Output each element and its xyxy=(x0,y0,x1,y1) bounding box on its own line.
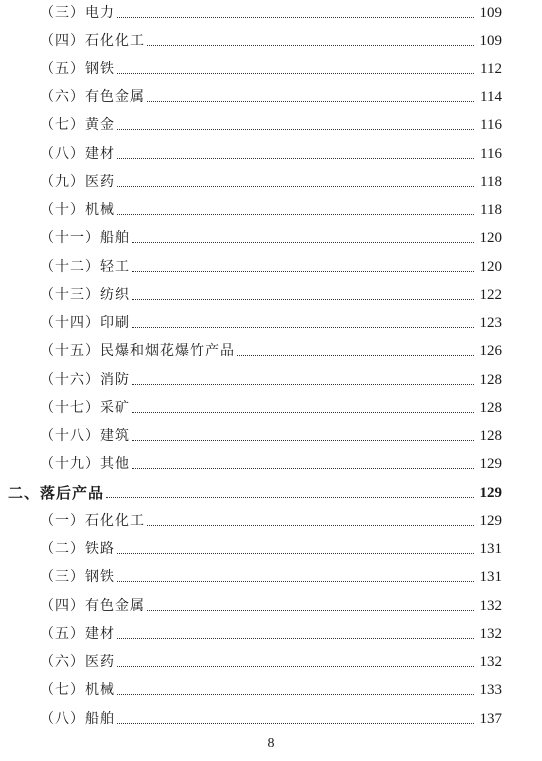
dot-leader xyxy=(117,214,474,215)
toc-entry-label: （十三）纺织 xyxy=(40,287,130,303)
toc-entry-railway[interactable] xyxy=(40,536,502,558)
dot-leader xyxy=(117,638,474,639)
toc-entry-label: （四）有色金属 xyxy=(40,598,145,614)
toc-entry-page: 131 xyxy=(479,541,502,557)
dot-leader xyxy=(106,497,474,498)
toc-entry-page: 120 xyxy=(479,259,502,275)
toc-entry-label: （三）钢铁 xyxy=(40,569,115,585)
toc-entry-machinery[interactable] xyxy=(40,197,502,219)
dot-leader xyxy=(117,666,474,667)
toc-entry-page: 131 xyxy=(479,569,502,585)
dot-leader xyxy=(117,17,474,18)
dot-leader xyxy=(132,299,474,300)
toc-entry-steel[interactable] xyxy=(40,56,502,78)
toc-entry-label: （十）机械 xyxy=(40,202,115,218)
toc-entry-steel-2[interactable] xyxy=(40,564,502,586)
dot-leader xyxy=(132,440,474,441)
toc-entry-page: 126 xyxy=(479,343,502,359)
dot-leader xyxy=(147,45,474,46)
toc-entry-page: 122 xyxy=(479,287,502,303)
toc-entry-mining[interactable] xyxy=(40,395,502,417)
toc-entry-label: （四）石化化工 xyxy=(40,33,145,49)
dot-leader xyxy=(117,129,474,130)
dot-leader xyxy=(117,581,474,582)
dot-leader xyxy=(117,723,474,724)
toc-entry-label: （八）船舶 xyxy=(40,711,115,727)
dot-leader xyxy=(132,242,474,243)
dot-leader xyxy=(117,158,474,159)
toc-entry-building-materials[interactable] xyxy=(40,141,502,163)
toc-entry-label: （六）医药 xyxy=(40,654,115,670)
toc-entry-label: （九）医药 xyxy=(40,174,115,190)
toc-entry-page: 133 xyxy=(479,682,502,698)
toc-entry-label: （三）电力 xyxy=(40,5,115,21)
toc-entry-electric-power[interactable] xyxy=(40,0,502,22)
toc-section-outdated-products[interactable] xyxy=(8,480,502,502)
toc-entry-page: 132 xyxy=(479,626,502,642)
dot-leader xyxy=(117,186,474,187)
toc-entry-shipbuilding[interactable] xyxy=(40,225,502,247)
toc-entry-other[interactable] xyxy=(40,451,502,473)
toc-entry-medicine[interactable] xyxy=(40,169,502,191)
toc-entry-label: （一）石化化工 xyxy=(40,513,145,529)
toc-entry-label: （十七）采矿 xyxy=(40,400,130,416)
toc-entry-shipbuilding-2[interactable] xyxy=(40,706,502,728)
toc-entry-page: 116 xyxy=(480,117,502,133)
toc-entry-nonferrous-metals[interactable] xyxy=(40,84,502,106)
toc-entry-page: 109 xyxy=(479,33,502,49)
dot-leader xyxy=(117,73,474,74)
toc-entry-label: （二）铁路 xyxy=(40,541,115,557)
toc-entry-label: （十四）印刷 xyxy=(40,315,130,331)
dot-leader xyxy=(117,553,474,554)
toc-entry-page: 129 xyxy=(479,456,502,472)
toc-entry-page: 118 xyxy=(480,174,502,190)
toc-entry-label: （十八）建筑 xyxy=(40,428,130,444)
dot-leader xyxy=(147,525,474,526)
toc-entry-page: 112 xyxy=(480,61,502,77)
toc-entry-label: （五）钢铁 xyxy=(40,61,115,77)
toc-entry-building-materials-2[interactable] xyxy=(40,621,502,643)
dot-leader xyxy=(132,468,474,469)
toc-entry-construction[interactable] xyxy=(40,423,502,445)
toc-entry-label: （十一）船舶 xyxy=(40,230,130,246)
toc-entry-label: （七）黄金 xyxy=(40,117,115,133)
toc-entry-label: （十五）民爆和烟花爆竹产品 xyxy=(40,343,235,359)
dot-leader xyxy=(132,412,474,413)
dot-leader xyxy=(132,271,474,272)
toc-entry-medicine-2[interactable] xyxy=(40,649,502,671)
dot-leader xyxy=(132,327,474,328)
dot-leader xyxy=(147,101,474,102)
toc-entry-label: （七）机械 xyxy=(40,682,115,698)
dot-leader xyxy=(147,610,474,611)
page-number: 8 xyxy=(267,736,275,751)
dot-leader xyxy=(132,384,474,385)
toc-entry-page: 129 xyxy=(479,513,502,529)
toc-entry-gold[interactable] xyxy=(40,112,502,134)
toc-entry-printing[interactable] xyxy=(40,310,502,332)
toc-entry-nonferrous-metals-2[interactable] xyxy=(40,593,502,615)
toc-entry-label: （十六）消防 xyxy=(40,372,130,388)
toc-section-label: 二、落后产品 xyxy=(8,484,105,502)
toc-entry-page: 123 xyxy=(479,315,502,331)
dot-leader xyxy=(237,355,474,356)
toc-entry-fire-protection[interactable] xyxy=(40,367,502,389)
toc-entry-page: 129 xyxy=(479,485,502,501)
toc-entry-petrochemical-2[interactable] xyxy=(40,508,502,530)
toc-entry-page: 128 xyxy=(479,400,502,416)
toc-entry-textile[interactable] xyxy=(40,282,502,304)
toc-entry-explosives-fireworks[interactable] xyxy=(40,338,502,360)
toc-entry-page: 109 xyxy=(479,5,502,21)
toc-entry-page: 137 xyxy=(479,711,502,727)
toc-entry-label: （十二）轻工 xyxy=(40,259,130,275)
toc-entry-label: （十九）其他 xyxy=(40,456,130,472)
toc-entry-page: 128 xyxy=(479,428,502,444)
toc-entry-machinery-2[interactable] xyxy=(40,677,502,699)
dot-leader xyxy=(117,694,474,695)
toc-entry-label: （五）建材 xyxy=(40,626,115,642)
toc-entry-light-industry[interactable] xyxy=(40,254,502,276)
toc-entry-page: 120 xyxy=(479,230,502,246)
toc-entry-petrochemical[interactable] xyxy=(40,28,502,50)
toc-entry-label: （六）有色金属 xyxy=(40,89,145,105)
toc-entry-page: 114 xyxy=(480,89,502,105)
toc-entry-page: 116 xyxy=(480,146,502,162)
toc-entry-label: （八）建材 xyxy=(40,146,115,162)
toc-entry-page: 132 xyxy=(479,654,502,670)
toc-entry-page: 128 xyxy=(479,372,502,388)
toc-entry-page: 118 xyxy=(480,202,502,218)
toc-entry-page: 132 xyxy=(479,598,502,614)
